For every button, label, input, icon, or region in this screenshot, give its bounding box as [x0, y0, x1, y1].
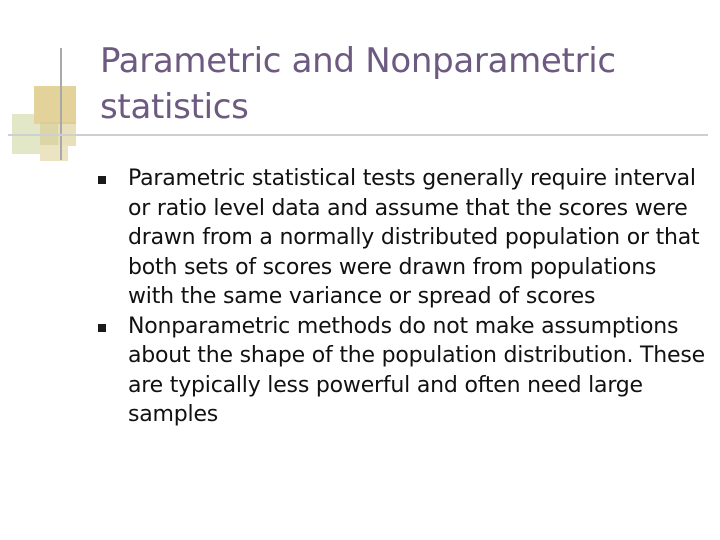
square-bullet-icon: [98, 176, 106, 184]
bullet-item: [98, 164, 708, 312]
decor-square-gold: [34, 86, 76, 124]
bullet-text: Parametric statistical tests generally require interval or ratio level data and assume that the scores were drawn from a normally distributed population or that both sets of scores were drawn from populations with the same variance or spread of scores: [128, 166, 700, 309]
slide-title: Parametric and Nonparametric statistics: [100, 41, 616, 127]
title-underline-rule: [8, 134, 708, 136]
bullet-item: [98, 312, 708, 430]
decor-vertical-rule: [60, 48, 62, 160]
bullet-text: Nonparametric methods do not make assumptions about the shape of the population distribution. These are typically less powerful and often need large samples: [128, 313, 705, 427]
square-bullet-icon: [98, 324, 106, 332]
bullet-list: [98, 164, 708, 430]
decor-square-light: [40, 145, 68, 161]
